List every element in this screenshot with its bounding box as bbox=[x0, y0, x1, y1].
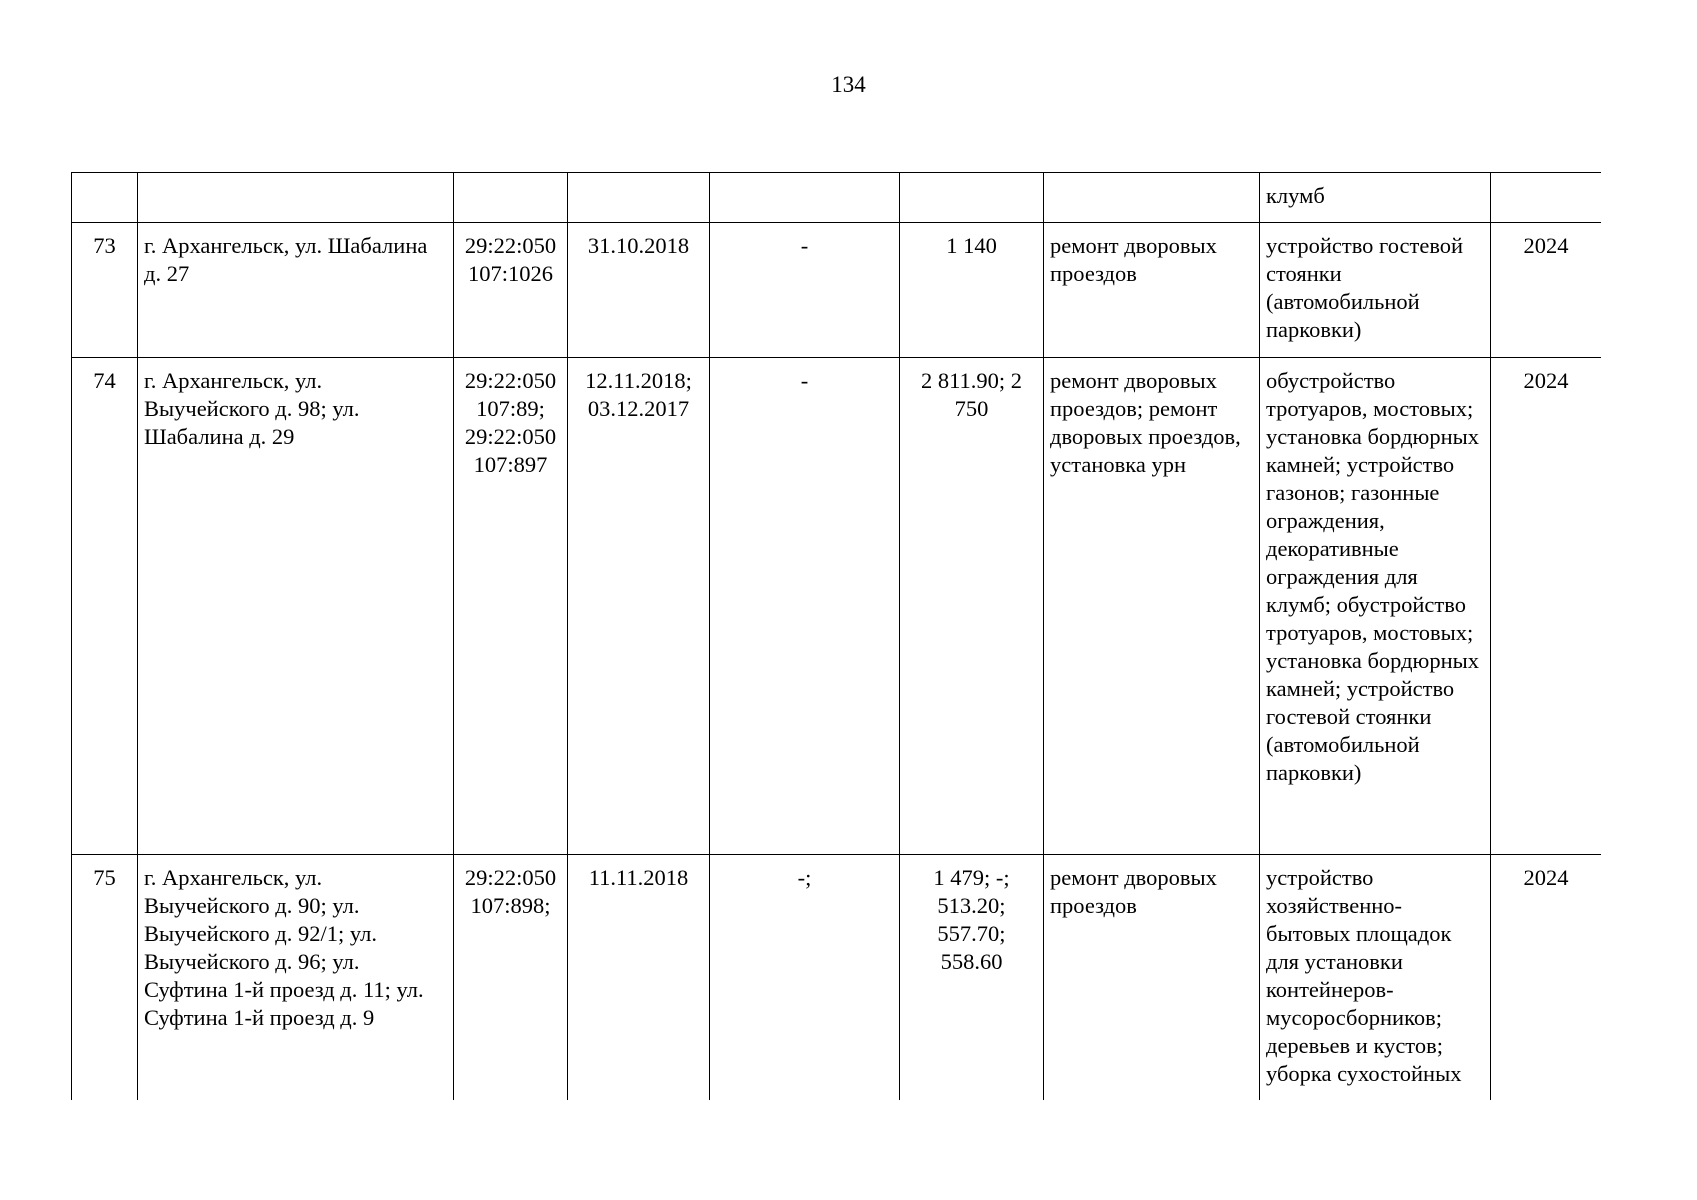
cell-works: ремонт дворовых проездов bbox=[1044, 855, 1260, 1101]
cell-address bbox=[138, 173, 454, 223]
cell-column-5: - bbox=[710, 223, 900, 358]
table-row bbox=[72, 855, 1602, 1101]
cell-area bbox=[900, 173, 1044, 223]
cell-number: 74 bbox=[72, 358, 138, 855]
cell-address: г. Архангельск, ул. Выучейского д. 98; ул. Шабалина д. 29 bbox=[138, 358, 454, 855]
cell-area: 1 479; -; 513.20; 557.70; 558.60 bbox=[900, 855, 1044, 1101]
document-table-container bbox=[71, 172, 1601, 1100]
cell-number bbox=[72, 173, 138, 223]
cell-address: г. Архангельск, ул. Выучейского д. 90; ул. Выучейского д. 92/1; ул. Выучейского д. 96; ул. Суфтина 1-й проезд д. 11; ул. Суфтина 1-й проезд д. 9 bbox=[138, 855, 454, 1101]
cell-year bbox=[1491, 173, 1602, 223]
document-table bbox=[71, 172, 1601, 1100]
cell-area: 1 140 bbox=[900, 223, 1044, 358]
cell-cadastral-number: 29:22:050 107:89; 29:22:050 107:897 bbox=[454, 358, 568, 855]
cell-cadastral-number: 29:22:050 107:1026 bbox=[454, 223, 568, 358]
table-row bbox=[72, 173, 1602, 223]
cell-year: 2024 bbox=[1491, 223, 1602, 358]
cell-number: 73 bbox=[72, 223, 138, 358]
cell-date: 12.11.2018; 03.12.2017 bbox=[568, 358, 710, 855]
cell-area: 2 811.90; 2 750 bbox=[900, 358, 1044, 855]
cell-additional-works: клумб bbox=[1260, 173, 1491, 223]
cell-additional-works: обустройство тротуаров, мостовых; установка бордюрных камней; устройство газонов; газонные ограждения, декоративные ограждения для клумб; обустройство тротуаров, мостовых; установка бордюрных камней; устройство гостевой стоянки (автомобильной парковки) bbox=[1260, 358, 1491, 855]
cell-works: ремонт дворовых проездов; ремонт дворовых проездов, установка урн bbox=[1044, 358, 1260, 855]
cell-works bbox=[1044, 173, 1260, 223]
cell-column-5 bbox=[710, 173, 900, 223]
cell-cadastral-number bbox=[454, 173, 568, 223]
cell-additional-works: устройство хозяйственно-бытовых площадок для установки контейнеров-мусоросборников; деревьев и кустов; уборка сухостойных bbox=[1260, 855, 1491, 1101]
cell-column-5: - bbox=[710, 358, 900, 855]
cell-works: ремонт дворовых проездов bbox=[1044, 223, 1260, 358]
cell-cadastral-number: 29:22:050 107:898; bbox=[454, 855, 568, 1101]
cell-column-5: -; bbox=[710, 855, 900, 1101]
cell-additional-works: устройство гостевой стоянки (автомобильной парковки) bbox=[1260, 223, 1491, 358]
page-number: 134 bbox=[831, 72, 866, 97]
table-row bbox=[72, 223, 1602, 358]
table-row bbox=[72, 358, 1602, 855]
cell-address: г. Архангельск, ул. Шабалина д. 27 bbox=[138, 223, 454, 358]
cell-year: 2024 bbox=[1491, 358, 1602, 855]
cell-date: 11.11.2018 bbox=[568, 855, 710, 1101]
cell-year: 2024 bbox=[1491, 855, 1602, 1101]
cell-date: 31.10.2018 bbox=[568, 223, 710, 358]
cell-number: 75 bbox=[72, 855, 138, 1101]
cell-date bbox=[568, 173, 710, 223]
